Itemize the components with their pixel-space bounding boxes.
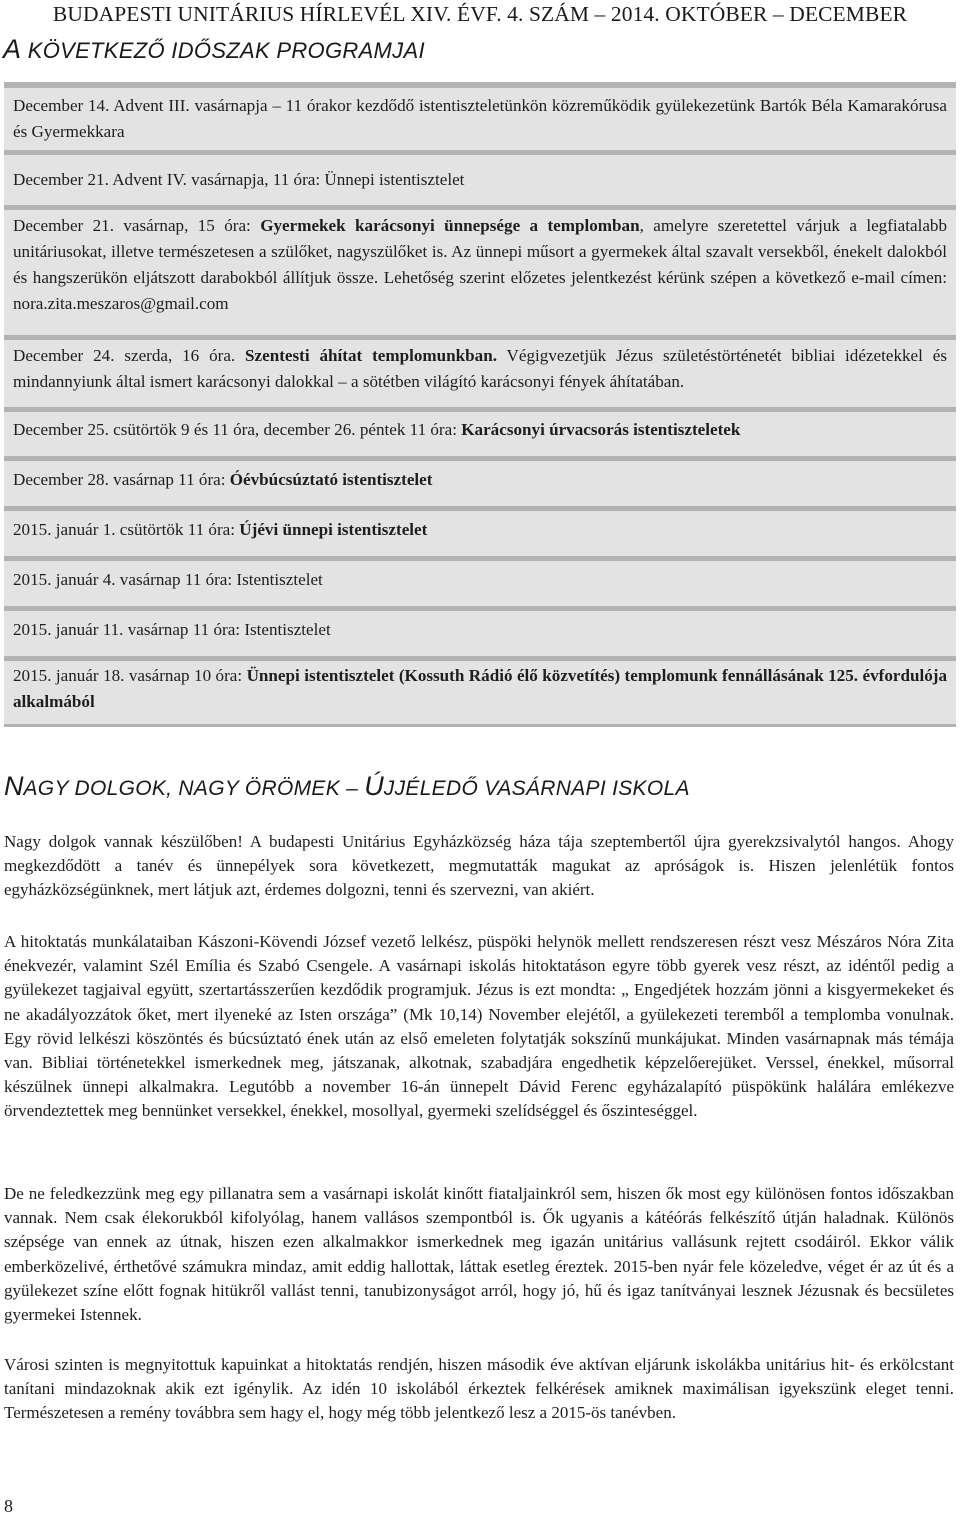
program-title: Karácsonyi úrvacsorás istentiszteletek <box>461 420 741 439</box>
article-paragraph: Nagy dolgok vannak készülőben! A budapesti Unitárius Egyházközség háza tája szeptembertől újra gyerekzsivalytól hangos. Ahogy megkezdődött a tanév és ünnepélyek sora következett, megmutatták magukat az apróságok is. Hiszen jelenlétük fontos egyházközségünknek, mert látjuk azt, érdemes dolgozni, tenni és szervezni, van akiért. <box>4 832 954 900</box>
program-item <box>4 561 956 606</box>
program-date: December 28. vasárnap 11 óra: <box>13 470 230 489</box>
program-text <box>13 343 947 395</box>
section-title <box>3 34 425 65</box>
program-item <box>4 511 956 556</box>
program-text: December 14. Advent III. vasárnapja – 11 órakor kezdődő istentiszteletünkön közreműködik gyülekezetünk Bartók Béla Kamarakórusa és Gyermekkara <box>13 96 947 141</box>
program-title: Ünnepi istentisztelet (Kossuth Rádió élő közvetítés) templomunk fennállásának 125. évfordulója alkalmából <box>13 666 947 711</box>
section-title-initial: A <box>3 34 22 64</box>
program-text <box>13 467 947 493</box>
program-item <box>4 412 956 456</box>
program-date: December 25. csütörtök 9 és 11 óra, december 26. péntek 11 óra: <box>13 420 462 439</box>
program-title: Szentesti áhítat templomunkban. <box>245 346 497 365</box>
program-description: Végigvezetjük Jézus születéstörténetét bibliai idézetekkel és mindannyiunk által ismert karácsonyi dalokkal – a sötétben világító karácsonyi fények áhítatában. <box>13 346 947 391</box>
page-number: 8 <box>4 1496 13 1516</box>
program-title: Gyermekek karácsonyi ünnepsége a templomban <box>260 216 640 235</box>
program-item <box>4 88 956 150</box>
program-date: December 21. vasárnap, 15 óra: <box>13 216 261 235</box>
program-text <box>13 663 947 715</box>
program-item <box>4 155 956 205</box>
program-item <box>4 210 956 335</box>
article-title-initial: N <box>4 771 24 801</box>
program-text <box>13 213 947 317</box>
running-head: BUDAPESTI UNITÁRIUS HÍRLEVÉL XIV. ÉVF. 4. SZÁM – 2014. OKTÓBER – DECEMBER <box>52 2 908 26</box>
program-text <box>13 517 947 543</box>
program-item <box>4 461 956 506</box>
program-text: December 21. Advent IV. vasárnapja, 11 óra: Ünnepi istentisztelet <box>13 170 465 189</box>
program-item <box>4 611 956 656</box>
program-title: Újévi ünnepi istentisztelet <box>239 520 428 539</box>
section-title-text: KÖVETKEZŐ IDŐSZAK PROGRAMJAI <box>21 38 425 63</box>
article-paragraph: Városi szinten is megnyitottuk kapuinkat a hitoktatás rendjén, hiszen második éve aktívan eljárunk iskolákba unitárius hit- és erkölcstant tanítani mindazoknak akik ezt igénylik. Az idén 10 iskolából érkeztek felkérések amiknek maximálisan igyekszünk eleget tenni. Természetesen a remény továbbra sem hagy el, hogy még több jelentkező lesz a 2015-ös tanévben. <box>4 1355 954 1423</box>
program-item <box>4 661 956 724</box>
program-list <box>4 82 956 727</box>
program-text <box>13 417 947 443</box>
article-paragraph: A hitoktatás munkálataiban Kászoni-Kövendi József vezető lelkész, püspöki helynök mellett rendszeresen részt vesz Mészáros Nóra Zita énekvezér, valamint Szél Emília és Szabó Csengele. A vasárnapi iskolás hitoktatáson egyre több gyerek vesz részt, az idéntől pedig a gyülekezet tagjaival együtt, szertartásszerűen kezdődik programjuk. Jézus is ezt mondta: „ Engedjétek hozzám jönni a kisgyermekeket és ne akadályozzátok őket, mert ilyeneké az Isten országa” (Mk 10,14) November elejétől, a gyülekezeti teremből a templomba vonulnak. Egy rövid lelkészi köszöntés és búcsúztató ének után az első emeleten folytatják sokszínű munkájukat. Minden vasárnapnak más témája van. Bibliai történetekkel ismerkednek meg, játszanak, alkotnak, szabadjára engedhetik képzelőerejüket. Verssel, énekkel, műsorral készülnek ünnepi alkalmakra. Legutóbb a november 16-án ünnepelt Dávid Ferenc egyházalapító püspökünk halálára emlékezve örvendeztettek meg bennünket versekkel, énekkel, mosollyal, gyermeki szelídséggel és őszinteséggel. <box>4 932 954 1121</box>
article-title-part2: JJÉLEDŐ VASÁRNAPI ISKOLA <box>383 777 690 800</box>
program-item <box>4 340 956 407</box>
program-date: 2015. január 18. vasárnap 10 óra: <box>13 666 247 685</box>
article-paragraph: De ne feledkezzünk meg egy pillanatra sem a vasárnapi iskolát kinőtt fiataljainkról sem, hiszen ők most egy különösen fontos időszakban vannak. Nem csak élekorukból kifolyólag, hanem vallásos szempontból is. Ők ugyanis a kátéórás felkészítő útján haladnak. Különös szépsége van ennek az útnak, hiszen ezen alkalmakkor ismerkednek meg igazán unitárius vallásunk rejtett csodáiról. Ekkor válik emberközelivé, érthetővé számukra mindaz, amit eddig hallottak, láttak esetleg éreztek. 2015-ben nyár fele közeledve, véget ér az út és a gyülekezet színe előtt fognak hitükről vallást tenni, tanubizonyságot arról, hogy jó, hű és igaz tanítványai lesznek Jézusnak és becsületes gyermekei Istennek. <box>4 1184 954 1325</box>
program-title: Óévbúcsúztató istentisztelet <box>229 470 433 489</box>
program-description: , amelyre szeretettel várjuk a legfiatalabb unitáriusokat, illetve természetesen a szülőket, nagyszülőket is. Az ünnepi műsort a gyermekek által szavalt versekből, énekelt dalokból és hangszerükön eljátszott darabokból állítjuk össze. Lehetőség szerint előzetes jelentkezést kérünk szépen a következő e-mail címen: nora.zita.meszaros@gmail.com <box>13 216 947 313</box>
article-title-part1: AGY DOLGOK, NAGY ÖRÖMEK – <box>23 777 365 800</box>
article-title <box>4 771 690 802</box>
program-date: 2015. január 1. csütörtök 11 óra: <box>13 520 240 539</box>
program-date: December 24. szerda, 16 óra. <box>13 346 246 365</box>
program-text: 2015. január 11. vasárnap 11 óra: Istentisztelet <box>13 620 331 639</box>
program-text: 2015. január 4. vasárnap 11 óra: Istentisztelet <box>13 570 323 589</box>
article-title-initial-2: Ú <box>364 771 384 801</box>
